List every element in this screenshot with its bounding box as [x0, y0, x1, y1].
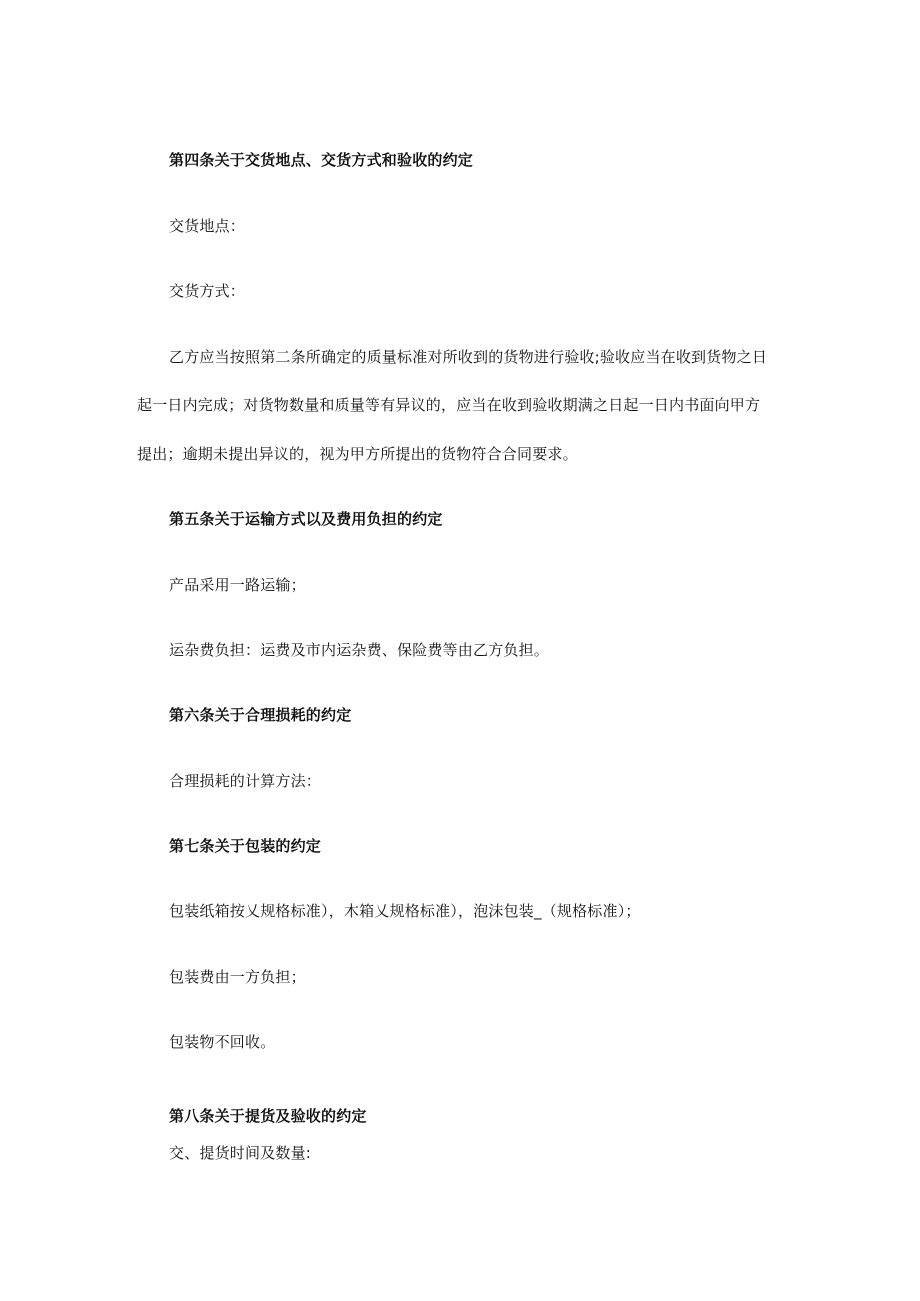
- packaging-fee-line: 包装费由一方负担；: [169, 968, 306, 986]
- article-4-heading: 第四条关于交货地点、交货方式和验收的约定: [169, 151, 474, 169]
- delivery-method-line: 交货方式：: [169, 282, 246, 300]
- article-5-heading: 第五条关于运输方式以及费用负担的约定: [169, 510, 443, 528]
- packaging-line: 包装纸箱按乂规格标准），木箱乂规格标准），泡沫包装_（规格标准）；: [169, 902, 641, 920]
- fees-line: 运杂费负担：运费及市内运杂费、保险费等由乙方负担。: [169, 641, 550, 659]
- inspection-paragraph-line-3: 提出；逾期未提出异议的，视为甲方所提出的货物符合合同要求。: [137, 445, 578, 463]
- delivery-time-qty-line: 交、提货时间及数量:: [169, 1144, 312, 1162]
- article-7-heading: 第七条关于包装的约定: [169, 837, 322, 855]
- transport-line: 产品采用一路运输；: [169, 576, 306, 594]
- inspection-paragraph-line-2: 起一日内完成；对货物数量和质量等有异议的，应当在收到验收期满之日起一日内书面向甲方: [137, 396, 761, 414]
- loss-method-line: 合理损耗的计算方法：: [169, 772, 322, 790]
- article-6-heading: 第六条关于合理损耗的约定: [169, 706, 352, 724]
- article-8-heading: 第八条关于提货及验收的约定: [169, 1107, 367, 1125]
- delivery-place-line: 交货地点：: [169, 217, 246, 235]
- packaging-recycle-line: 包装物不回收。: [169, 1033, 276, 1051]
- inspection-paragraph-line-1: 乙方应当按照第二条所确定的质量标准对所收到的货物进行验收;验收应当在收到货物之日: [169, 348, 768, 366]
